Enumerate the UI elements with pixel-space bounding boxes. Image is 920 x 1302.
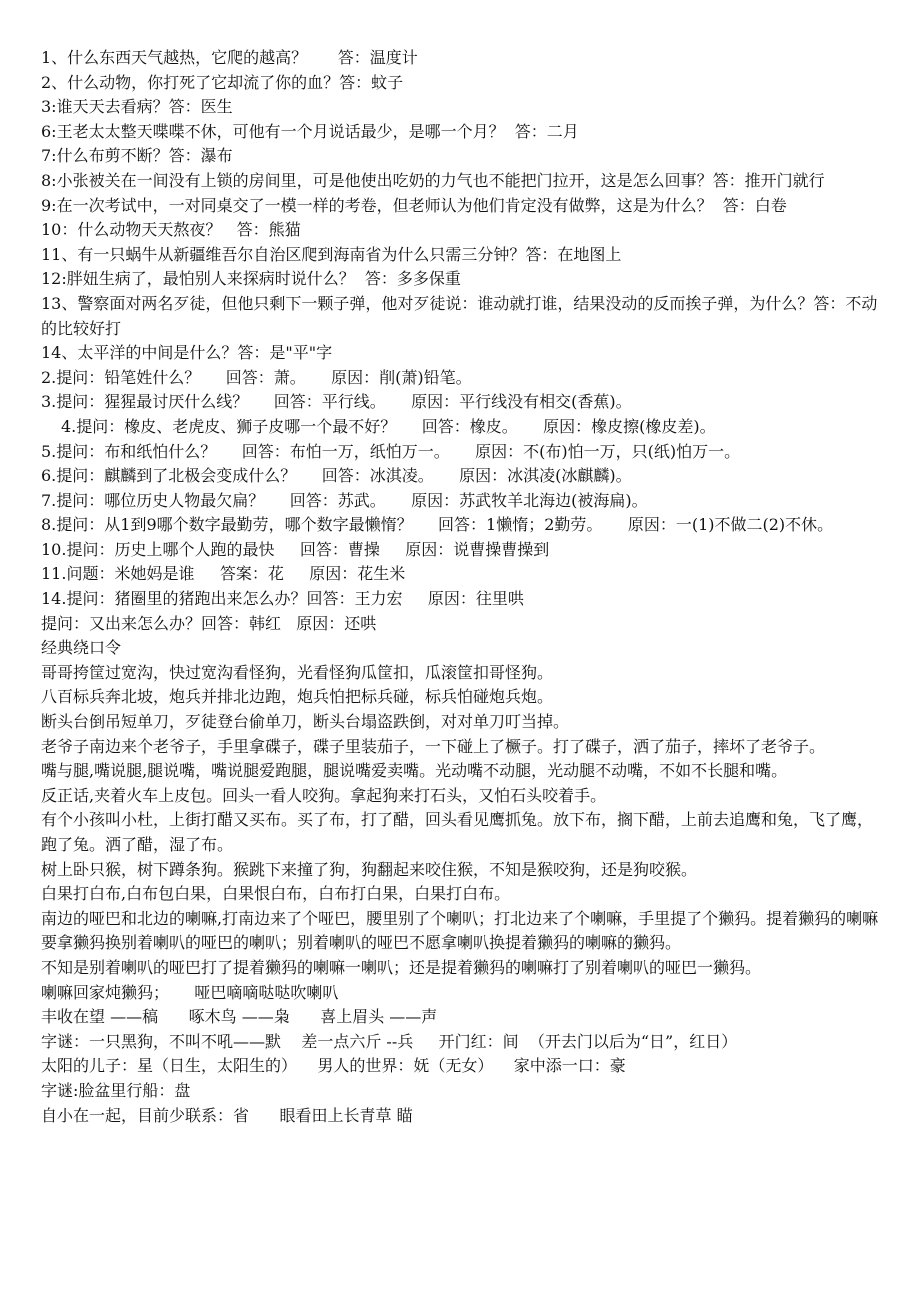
text-line: 老爷子南边来个老爷子，手里拿碟子，碟子里装茄子，一下碰上了橛子。打了碟子，洒了茄子，摔坏了老爷子。 xyxy=(41,736,826,756)
text-line: 5.提问：布和纸怕什么？ 回答：布怕一万，纸怕万一。 原因：不(布)怕一万，只(纸)怕万一。 xyxy=(41,441,741,461)
text-line: 8.提问：从1到9哪个数字最勤劳，哪个数字最懒惰？ 回答：1懒惰；2勤劳。 原因：一(1)不做二(2)不休。 xyxy=(41,515,834,535)
text-line: 9:在一次考试中，一对同桌交了一模一样的考卷，但老师认为他们肯定没有做弊，这是为什么？ 答：白卷 xyxy=(41,195,787,215)
text-line: 南边的哑巴和北边的喇嘛,打南边来了个哑巴，腰里别了个喇叭；打北边来了个喇嘛，手里提了个獭犸。提着獭犸的喇嘛要拿獭犸换别着喇叭的哑巴的喇叭；别着喇叭的哑巴不愿拿喇叭换提着獭犸的喇嘛的獭犸。 xyxy=(41,908,879,953)
text-line: 10：什么动物天天熬夜？ 答：熊猫 xyxy=(41,220,301,240)
text-line: 自小在一起，目前少联系：省 眼看田上长青草 瞄 xyxy=(41,1105,413,1125)
text-line: 白果打白布,白布包白果，白果恨白布，白布打白果，白果打白布。 xyxy=(41,884,511,904)
text-line: 4.提问：橡皮、老虎皮、狮子皮哪一个最不好？ 回答：橡皮。 原因：橡皮擦(橡皮差)。 xyxy=(61,416,716,436)
text-line: 字谜:脸盆里行船：盘 xyxy=(41,1080,191,1100)
text-line: 1、什么东西天气越热，它爬的越高？ 答：温度计 xyxy=(41,48,418,67)
text-line: 嘴与腿,嘴说腿,腿说嘴，嘴说腿爱跑腿，腿说嘴爱卖嘴。光动嘴不动腿，光动腿不动嘴，不如不长腿和嘴。 xyxy=(41,761,788,781)
text-line: 3.提问：猩猩最讨厌什么线？ 回答：平行线。 原因：平行线没有相交(香蕉)。 xyxy=(41,392,632,412)
section-heading: 经典绕口令 xyxy=(41,638,122,658)
text-line: 14、太平洋的中间是什么？答：是"平"字 xyxy=(41,343,333,363)
text-line: 13、警察面对两名歹徒，但他只剩下一颗子弹，他对歹徒说：谁动就打谁，结果没动的反而挨子弹，为什么？答：不动的比较好打 xyxy=(41,293,878,338)
text-line: 11、有一只蜗牛从新疆维吾尔自治区爬到海南省为什么只需三分钟？答：在地图上 xyxy=(41,244,622,264)
text-line: 不知是别着喇叭的哑巴打了提着獭犸的喇嘛一喇叭；还是提着獭犸的喇嘛打了别着喇叭的哑巴一獭犸。 xyxy=(41,957,762,977)
text-line: 7:什么布剪不断？答：瀑布 xyxy=(41,146,233,166)
text-line: 10.提问：历史上哪个人跑的最快 回答：曹操 原因：说曹操曹操到 xyxy=(41,539,550,559)
text-line: 反正话,夹着火车上皮包。回头一看人咬狗。拿起狗来打石头，又怕石头咬着手。 xyxy=(41,785,607,805)
text-line: 八百标兵奔北坡，炮兵并排北边跑，炮兵怕把标兵碰，标兵怕碰炮兵炮。 xyxy=(41,687,554,707)
text-line: 有个小孩叫小杜，上街打醋又买布。买了布，打了醋，回头看见鹰抓兔。放下布，搁下醋，上前去追鹰和兔，飞了鹰，跑了兔。洒了醋，湿了布。 xyxy=(41,810,874,854)
text-line: 6:王老太太整天喋喋不休，可他有一个月说话最少，是哪一个月？ 答：二月 xyxy=(41,121,579,141)
text-line: 8:小张被关在一间没有上锁的房间里，可是他使出吃奶的力气也不能把门拉开，这是怎么回事？答：推开门就行 xyxy=(41,170,825,190)
text-line: 12:胖妞生病了，最怕别人来探病时说什么？ 答：多多保重 xyxy=(41,269,461,289)
text-line: 喇嘛回家炖獭犸； 哑巴嘀嘀哒哒吹喇叭 xyxy=(41,982,339,1002)
text-line: 树上卧只猴，树下蹲条狗。猴跳下来撞了狗，狗翻起来咬住猴，不知是猴咬狗，还是狗咬猴。 xyxy=(41,859,698,879)
text-line: 太阳的儿子：星（日生，太阳生的） 男人的世界：妩（无女） 家中添一口：豪 xyxy=(41,1056,626,1076)
text-line: 丰收在望 ——稿 啄木鸟 ——枭 喜上眉头 ——声 xyxy=(41,1007,438,1027)
text-line: 2、什么动物，你打死了它却流了你的血？答：蚊子 xyxy=(41,72,404,92)
text-line: 提问：又出来怎么办？回答：韩红 原因：还哄 xyxy=(41,613,377,633)
text-line: 2.提问：铅笔姓什么？ 回答：萧。 原因：削(萧)铅笔。 xyxy=(41,367,472,387)
text-line: 6.提问：麒麟到了北极会变成什么？ 回答：冰淇凌。 原因：冰淇凌(冰麒麟)。 xyxy=(41,466,632,486)
text-line: 哥哥挎筐过宽沟，快过宽沟看怪狗，光看怪狗瓜筐扣，瓜滚筐扣哥怪狗。 xyxy=(41,662,554,682)
text-line: 断头台倒吊短单刀，歹徒登台偷单刀，断头台塌盗跌倒，对对单刀叮当掉。 xyxy=(41,712,570,732)
text-line: 3:谁天天去看病？答：医生 xyxy=(41,97,233,117)
text-line: 11.问题：米她妈是谁 答案：花 原因：花生米 xyxy=(41,564,406,584)
text-line: 7.提问：哪位历史人物最欠扁？ 回答：苏武。 原因：苏武牧羊北海边(被海扁)。 xyxy=(41,490,648,510)
text-line: 14.提问：猪圈里的猪跑出来怎么办？回答：王力宏 原因：往里哄 xyxy=(41,589,524,609)
text-line: 字谜：一只黑狗，不叫不吼——默 差一点六斤 --兵 开门红：间 （开去门以后为“日”，红日） xyxy=(41,1031,738,1051)
